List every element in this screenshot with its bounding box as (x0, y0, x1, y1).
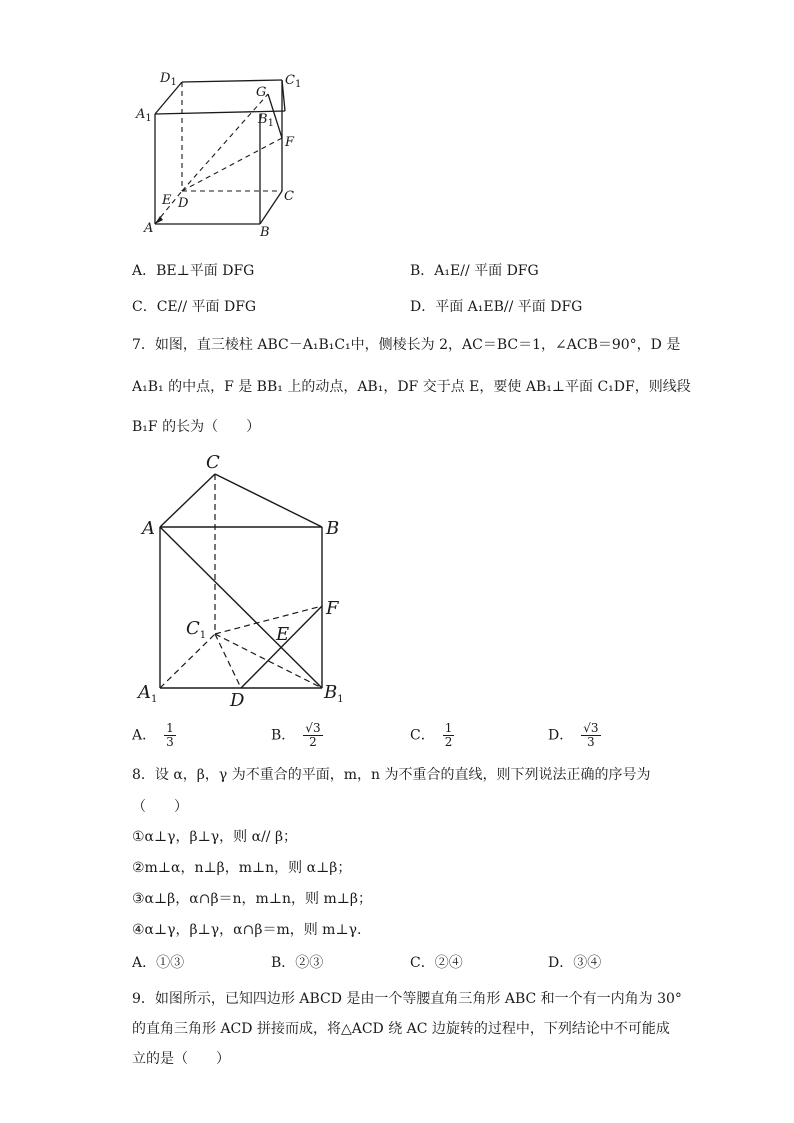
q8-statement-3: ③α⊥β，α∩β＝n，m⊥n，则 m⊥β； (132, 891, 373, 907)
q7-option-c[interactable]: C． $\frac{1}{2}$ (410, 721, 453, 749)
label-F: F (285, 135, 295, 150)
label-D: D (178, 196, 189, 211)
q9-line-3: 立的是（ ） (132, 1051, 230, 1067)
label-D1: $D_1$ (160, 71, 177, 88)
q9-line-2: 的直角三角形 ACD 拼接而成，将△ACD 绕 AC 边旋转的过程中，下列结论中不可能成 (132, 1021, 670, 1037)
q8-option-a[interactable]: A．①③ (132, 955, 185, 971)
label-A1: $A_1$ (138, 682, 158, 705)
label-C1: $C_1$ (186, 618, 207, 641)
q7-option-a[interactable]: A． $\frac{1}{3}$ (132, 721, 174, 749)
q6-option-d[interactable]: D．平面 A₁EB// 平面 DFG (410, 299, 583, 315)
q9-line-1: 9．如图所示，已知四边形 ABCD 是由一个等腰直角三角形 ABC 和一个有一内角为 30° (132, 991, 682, 1007)
label-C: C (206, 452, 220, 473)
label-C1: $C_1$ (285, 73, 302, 90)
label-A: A (144, 221, 154, 236)
label-G: G (256, 85, 267, 100)
q7-line-3: B₁F 的长为（ ） (132, 419, 261, 435)
q6-option-a[interactable]: A．BE⊥平面 DFG (132, 263, 255, 279)
label-F: F (326, 598, 339, 619)
q7-line-1: 7．如图，直三棱柱 ABC－A₁B₁C₁中，侧棱长为 2，AC＝BC＝1，∠ACB＝90°，D 是 (132, 337, 681, 353)
q8-statement-2: ②m⊥α，n⊥β，m⊥n，则 α⊥β； (132, 860, 352, 876)
q7-line-2: A₁B₁ 的中点，F 是 BB₁ 上的动点，AB₁，DF 交于点 E，要使 AB₁⊥平面 C₁DF，则线段 (132, 379, 691, 395)
q6-option-c[interactable]: C．CE// 平面 DFG (132, 299, 257, 315)
label-A1: $A_1$ (136, 107, 152, 124)
label-A: A (142, 518, 155, 539)
q7-option-b[interactable]: B． $\frac{√3}{2}$ (271, 721, 321, 749)
q8-statement-1: ①α⊥γ，β⊥γ，则 α// β； (132, 829, 298, 845)
q8-option-b[interactable]: B．②③ (271, 955, 324, 971)
fraction: $\frac{1}{2}$ (444, 721, 453, 749)
q7-option-d[interactable]: D． $\frac{√3}{3}$ (548, 721, 599, 749)
label-B1: $B_1$ (258, 112, 274, 129)
q8-line-2: （ ） (132, 799, 188, 815)
label-B: B (260, 225, 270, 238)
fraction: $\frac{√3}{3}$ (583, 721, 599, 749)
label-E: E (276, 624, 290, 645)
cube-figure (130, 66, 310, 238)
label-E: E (162, 193, 172, 208)
q8-option-c[interactable]: C．②④ (410, 955, 463, 971)
fraction: $\frac{1}{3}$ (166, 721, 174, 749)
q8-statement-4: ④α⊥γ，β⊥γ，α∩β＝m，则 m⊥γ. (132, 922, 362, 938)
label-B1: $B_1$ (324, 682, 344, 705)
label-B: B (326, 518, 340, 539)
q8-option-d[interactable]: D．③④ (548, 955, 602, 971)
prism-figure (130, 448, 370, 716)
label-C: C (284, 189, 294, 204)
q6-option-b[interactable]: B．A₁E// 平面 DFG (410, 263, 539, 279)
label-D: D (230, 690, 245, 711)
q8-line-1: 8．设 α，β，γ 为不重合的平面，m，n 为不重合的直线，则下列说法正确的序号为 (132, 767, 651, 783)
fraction: $\frac{√3}{2}$ (305, 721, 321, 749)
